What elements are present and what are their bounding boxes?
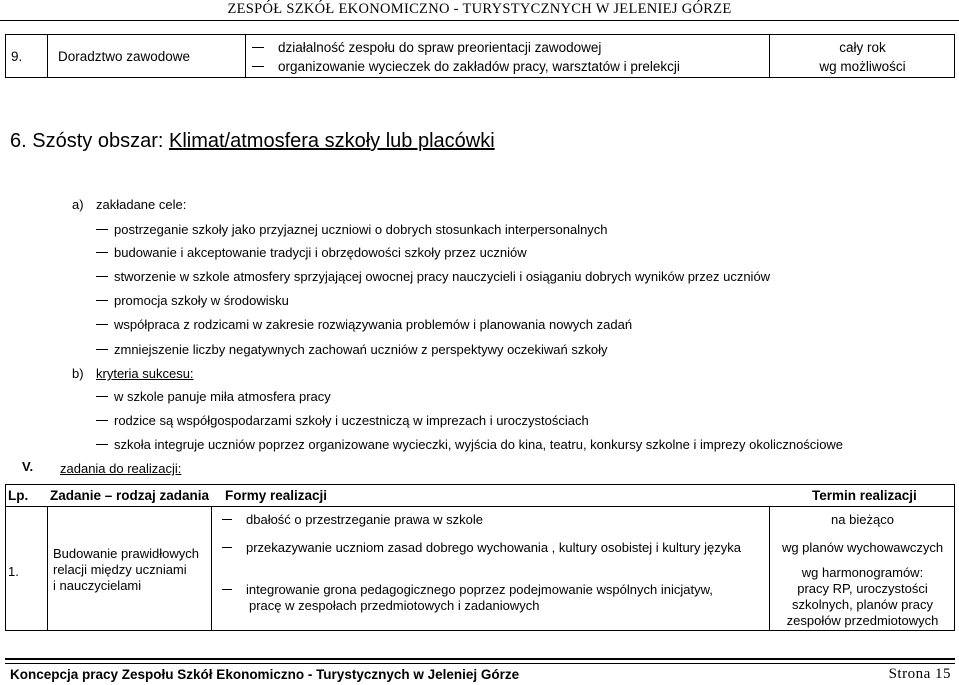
section-title-underlined: Klimat/atmosfera szkoły lub placówki: [168, 130, 495, 152]
dash-icon: [96, 349, 108, 350]
dash-icon: [222, 547, 232, 548]
table2-row-lp: 1.: [8, 564, 19, 579]
goals-label: zakładane cele:: [96, 197, 187, 212]
table2-header-task: Zadanie – rodzaj zadania: [50, 488, 210, 503]
term-item: na bieżąco: [831, 512, 894, 527]
criteria-item: w szkole panuje miła atmosfera pracy: [96, 389, 331, 404]
section-title-plain: Szósty obszar:: [32, 130, 164, 152]
goal-item: zmniejszenie liczby negatywnych zachowań uczniów z perspektywy oczekiwań szkoły: [96, 342, 608, 357]
dash-icon: [252, 66, 264, 67]
tasks-label: zadania do realizacji:: [60, 461, 182, 476]
goal-item: promocja szkoły w środowisku: [96, 293, 289, 308]
dash-icon: [96, 252, 108, 253]
goals-marker: a): [72, 197, 84, 212]
dash-icon: [96, 276, 108, 277]
goal-item: współpraca z rodzicami w zakresie rozwiązywania problemów i planowania nowych zadań: [96, 317, 632, 332]
footer-page-number: Strona 15: [888, 666, 951, 682]
dash-icon: [96, 229, 108, 230]
page-header-title: ZESPÓŁ SZKÓŁ EKONOMICZNO - TURYSTYCZNYCH W JELENIEJ GÓRZE: [227, 1, 732, 17]
criteria-item: szkoła integruje uczniów poprzez organizowane wycieczki, wyjścia do kina, teatru, konkursy szkolne i imprezy okolicznościowe: [96, 437, 843, 452]
table1-lp: 9.: [11, 49, 23, 64]
tasks-marker: V.: [22, 459, 34, 474]
section-heading: [10, 130, 495, 153]
dash-icon: [96, 300, 108, 301]
dash-icon: [96, 396, 108, 397]
dash-icon: [96, 324, 108, 325]
table1-term-2: wg możliwości: [819, 59, 906, 74]
footer-divider-thick: [5, 658, 955, 660]
table1-area-name: Doradztwo zawodowe: [58, 49, 191, 64]
table1-divider-1: [47, 34, 48, 78]
form-item: przekazywanie uczniom zasad dobrego wychowania , kultury osobistej i kultury języka: [222, 540, 741, 555]
criteria-label: kryteria sukcesu:: [96, 366, 194, 381]
term-item: wg harmonogramów: pracy RP, uroczystości szkolnych, planów pracy zespołów przedmiotowych: [786, 565, 939, 628]
table1-divider-2: [245, 34, 246, 78]
footer-divider-thin: [5, 663, 955, 664]
table1-task-2: organizowanie wycieczek do zakładów pracy, warsztatów i prelekcji: [252, 59, 680, 74]
table1-task-1: działalność zespołu do spraw preorientacji zawodowej: [252, 40, 601, 55]
dash-icon: [252, 47, 264, 48]
table2-col-divider-1: [47, 506, 48, 631]
table2-header-term: Termin realizacji: [812, 488, 917, 503]
goal-item: stworzenie w szkole atmosfery sprzyjającej owocnej pracy nauczycieli i osiąganiu dobrych wyników przez uczniów: [96, 269, 770, 284]
table2-header-forms: Formy realizacji: [225, 488, 328, 503]
footer-document-title: Koncepcja pracy Zespołu Szkół Ekonomiczno - Turystycznych w Jeleniej Górze: [10, 667, 520, 682]
table2-col-divider-2: [211, 506, 212, 631]
header-divider: [0, 20, 959, 21]
section-number: 6.: [10, 130, 27, 152]
goal-item: postrzeganie szkoły jako przyjaznej uczniowi o dobrych stosunkach interpersonalnych: [96, 222, 608, 237]
dash-icon: [96, 420, 108, 421]
table2-header-lp: Lp.: [8, 488, 29, 503]
table1-term-1: cały rok: [839, 40, 886, 55]
dash-icon: [222, 589, 232, 590]
criteria-item: rodzice są współgospodarzami szkoły i uczestniczą w imprezach i uroczystościach: [96, 413, 589, 428]
table2-task-name: Budowanie prawidłowych relacji między uczniami i nauczycielami: [53, 546, 199, 593]
dash-icon: [96, 444, 108, 445]
dash-icon: [222, 519, 232, 520]
form-item: dbałość o przestrzeganie prawa w szkole: [222, 512, 483, 527]
criteria-marker: b): [72, 366, 84, 381]
form-item: integrowanie grona pedagogicznego poprzez podejmowanie wspólnych inicjatyw, pracę w zespołach przedmiotowych i zadaniowych: [222, 582, 713, 614]
goal-item: budowanie i akceptowanie tradycji i obrzędowości szkoły przez uczniów: [96, 245, 527, 260]
term-item: wg planów wychowawczych: [781, 540, 944, 555]
table2-header-divider: [5, 506, 955, 507]
